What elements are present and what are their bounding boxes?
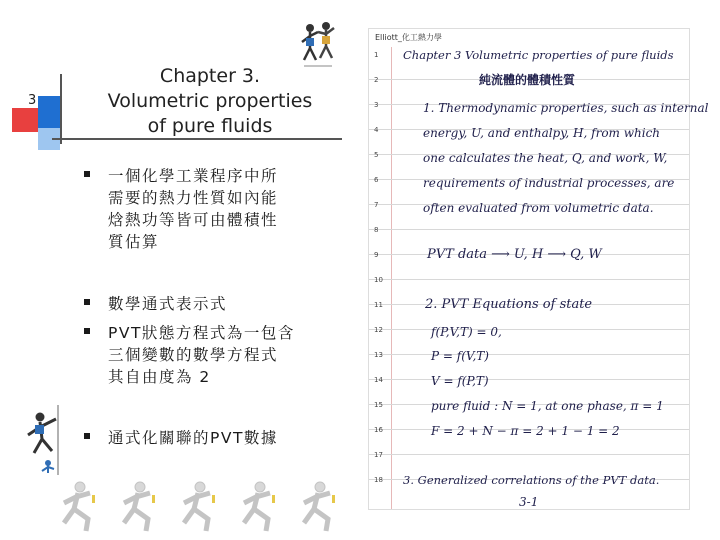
- runner-icon: [124, 482, 150, 531]
- bullet-line: 數學通式表示式: [108, 295, 228, 313]
- title-line: of pure fluids: [147, 115, 273, 137]
- bullet-line: 一個化學工業程序中所: [108, 167, 279, 185]
- decor-vertical-rule: [60, 74, 62, 144]
- runner-icon: [184, 482, 210, 531]
- line-number: 14: [374, 376, 383, 384]
- line-number: 11: [374, 301, 383, 309]
- runner-icon: [304, 482, 330, 531]
- line-number: 18: [374, 476, 383, 484]
- notes-line: 2. PVT Equations of state: [425, 297, 593, 312]
- line-number: 17: [374, 451, 383, 459]
- runner-icon: [244, 482, 270, 531]
- line-number: 12: [374, 326, 383, 334]
- notes-margin-line: [391, 47, 392, 509]
- notes-header: Elliott_化工熱力學: [375, 33, 442, 42]
- notes-line: energy, U, and enthalpy, H, from which: [423, 126, 661, 140]
- line-number: 9: [374, 251, 379, 259]
- line-number: 5: [374, 151, 379, 159]
- line-number: 13: [374, 351, 383, 359]
- notes-line: 3. Generalized correlations of the PVT data.: [403, 473, 660, 487]
- line-number: 1: [374, 51, 379, 59]
- notes-line: 純流體的體積性質: [479, 73, 576, 87]
- bullet-line: 其自由度為 2: [108, 368, 211, 386]
- line-number: 15: [374, 401, 383, 409]
- line-number: 8: [374, 226, 379, 234]
- line-number: 4: [374, 126, 379, 134]
- slide-title: [100, 64, 320, 139]
- notes-line: P = f(V,T): [431, 349, 489, 363]
- bullet-line: 需要的熱力性質如內能: [108, 189, 279, 207]
- bullet-marker: [84, 328, 90, 334]
- title-line: Volumetric properties: [107, 90, 313, 112]
- notes-line: F = 2 + N − π = 2 + 1 − 1 = 2: [431, 424, 620, 438]
- notes-line: f(P,V,T) = 0,: [431, 325, 502, 339]
- notes-line: V = f(P,T): [431, 374, 489, 388]
- notes-line: pure fluid : N = 1, at one phase, π = 1: [431, 399, 664, 413]
- runner-icons: [58, 475, 348, 537]
- bullet-marker: [84, 433, 90, 439]
- runner-icon: [64, 482, 90, 531]
- bullet-marker: [84, 299, 90, 305]
- handwritten-notes-image: [368, 28, 709, 510]
- title-line: Chapter 3.: [159, 65, 261, 87]
- notes-line: 1. Thermodynamic properties, such as internal: [423, 101, 709, 115]
- notes-line: Chapter 3 Volumetric properties of pure fluids: [403, 48, 674, 62]
- notes-line: one calculates the heat, Q, and work, W,: [423, 151, 668, 165]
- notes-line: PVT data ⟶ U, H ⟶ Q, W: [427, 247, 602, 262]
- notes-page-number: 3-1: [519, 495, 539, 509]
- notes-line: requirements of industrial processes, are: [423, 176, 675, 190]
- line-number: 16: [374, 426, 383, 434]
- line-number: 10: [374, 276, 383, 284]
- bullet-line: 三個變數的數學方程式: [108, 346, 279, 364]
- bullet-line: 質估算: [108, 233, 160, 251]
- line-number: 3: [374, 101, 379, 109]
- line-number: 6: [374, 176, 379, 184]
- bullet-line: 焓熱功等皆可由體積性: [108, 211, 279, 229]
- bullet-line: PVT狀態方程式為一包含: [108, 324, 295, 342]
- notes-line: often evaluated from volumetric data.: [423, 201, 654, 215]
- bullet-line: 通式化關聯的PVT數據: [108, 429, 278, 447]
- climber-icon: [18, 405, 68, 475]
- line-number: 7: [374, 201, 379, 209]
- line-number: 2: [374, 76, 379, 84]
- bullet-marker: [84, 171, 90, 177]
- slide-number: 3: [28, 93, 37, 108]
